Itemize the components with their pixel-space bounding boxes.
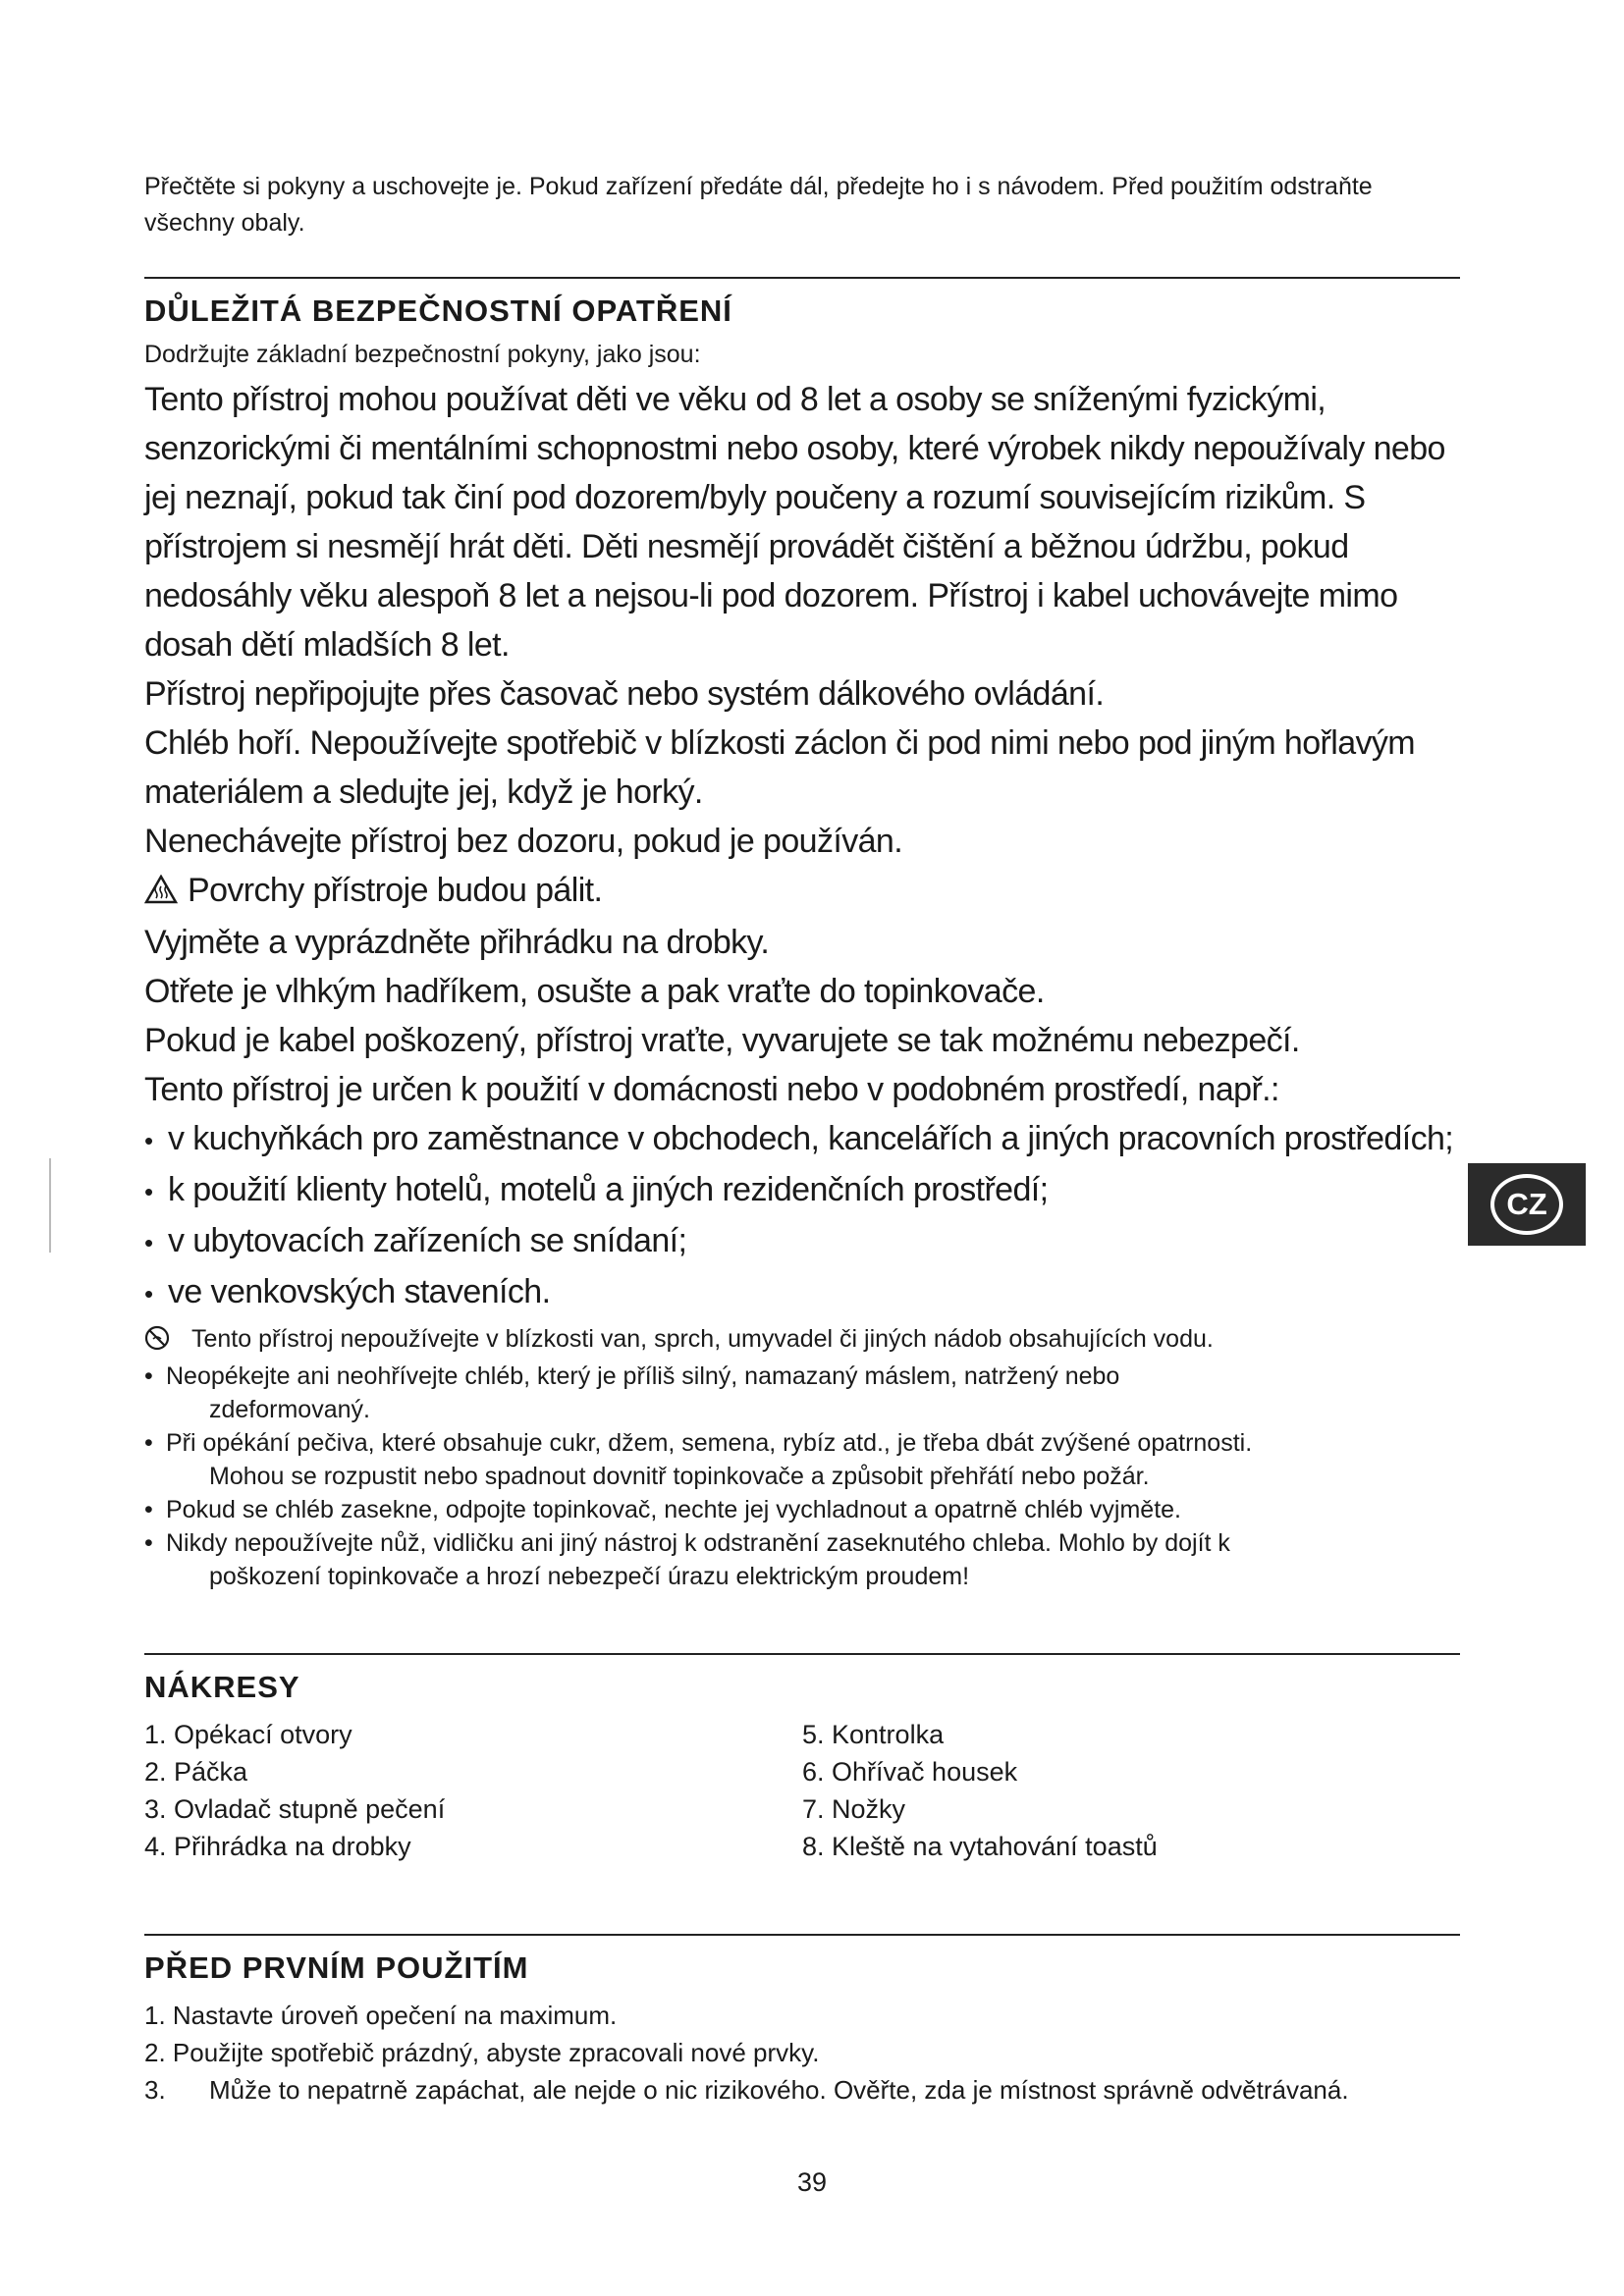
safety-paragraph: Vyjměte a vyprázdněte přihrádku na drobky. <box>144 924 770 961</box>
hot-surface-icon <box>144 869 178 918</box>
no-water-icon <box>144 1325 191 1360</box>
safety-paragraph: Přístroj nepřipojujte přes časovač nebo systém dálkového ovládání. <box>144 675 1105 713</box>
language-badge <box>1468 1163 1586 1246</box>
intro-text: Přečtěte si pokyny a uschovejte je. Pokud zařízení předáte dál, předejte ho i s návodem. Před použitím odstraňte všechny obaly. <box>144 173 1373 237</box>
small-bullet: • Neopékejte ani neohřívejte chléb, který je příliš silný, namazaný máslem, natržený nebo <box>144 1362 1120 1390</box>
safety-paragraph: Nenechávejte přístroj bez dozoru, pokud je používán. <box>144 823 903 860</box>
drawings-section <box>144 1653 1460 1865</box>
water-warning-text: Tento přístroj nepoužívejte v blízkosti van, sprch, umyvadel či jiných nádob obsahujících vodu. <box>191 1325 1214 1353</box>
parts-column-right <box>802 1716 1460 1865</box>
safety-paragraph: Chléb hoří. Nepoužívejte spotřebič v blízkosti záclon či pod nimi nebo pod jiným hořlavým materiálem a sledujte jej, když je horký. <box>144 724 1416 811</box>
first-use-section <box>144 1934 1460 2109</box>
small-bullet: • Nikdy nepoužívejte nůž, vidličku ani jiný nástroj k odstranění zaseknutého chleba. Mohlo by dojít k <box>144 1529 1230 1557</box>
margin-mark <box>49 1158 51 1253</box>
usage-bullet: • v ubytovacích zařízeních se snídaní; <box>144 1222 687 1259</box>
parts-column-left <box>144 1716 802 1865</box>
water-warning <box>144 1322 1460 1360</box>
safety-paragraph: Otřete je vlhkým hadříkem, osušte a pak vraťte do topinkovače. <box>144 973 1045 1010</box>
parts-list <box>144 1716 1460 1865</box>
section-heading: PŘED PRVNÍM POUŽITÍM <box>144 1950 529 1985</box>
section-heading: NÁKRESY <box>144 1670 300 1704</box>
safety-paragraph: Tento přístroj mohou používat děti ve věku od 8 let a osoby se sníženými fyzickými, senzorickými či mentálními schopnostmi nebo osoby, které výrobek nikdy nepoužívaly nebo jej neznají, pokud tak činí pod dozorem/byly poučeny a rozumí souvisejícím rizikům. S přístrojem si nesmějí hrát děti. Děti nesmějí provádět čištění a běžnou údržbu, pokud nedosáhly věku alespoň 8 let a nejsou-li pod dozorem. Přístroj i kabel uchovávejte mimo dosah dětí mladších 8 let. <box>144 381 1445 664</box>
hot-surface-text: Povrchy přístroje budou pálit. <box>188 872 603 909</box>
part-item: 3. Ovladač stupně pečení <box>144 1794 446 1824</box>
hot-surface-warning <box>144 866 1460 918</box>
small-bullet-continuation: poškození topinkovače a hrozí nebezpečí úrazu elektrickým proudem! <box>209 1563 970 1590</box>
section-heading: DŮLEŽITÁ BEZPEČNOSTNÍ OPATŘENÍ <box>144 294 732 328</box>
part-item: 7. Nožky <box>802 1794 906 1824</box>
language-badge-label: CZ <box>1490 1174 1563 1235</box>
small-bullet-continuation: zdeformovaný. <box>209 1396 370 1423</box>
safety-body <box>144 375 1460 1318</box>
usage-bullet: • v kuchyňkách pro zaměstnance v obchodech, kancelářích a jiných pracovních prostředích; <box>144 1120 1454 1157</box>
usage-bullet: • k použití klienty hotelů, motelů a jiných rezidenčních prostředí; <box>144 1171 1049 1208</box>
first-use-steps <box>144 1997 1460 2109</box>
safety-small-notes <box>144 1322 1460 1593</box>
small-bullet-continuation: Mohou se rozpustit nebo spadnout dovnitř topinkovače a způsobit přehřátí nebo požár. <box>209 1463 1150 1490</box>
section-rule <box>144 1934 1460 1936</box>
part-item: 4. Přihrádka na drobky <box>144 1832 411 1861</box>
page-number: 39 <box>796 2167 828 2197</box>
safety-section <box>144 277 1460 1593</box>
step-item: 1. Nastavte úroveň opečení na maximum. <box>144 2001 618 2030</box>
section-rule <box>144 1653 1460 1655</box>
safety-paragraph: Tento přístroj je určen k použití v domácnosti nebo v podobném prostředí, např.: <box>144 1071 1279 1108</box>
small-bullet: • Pokud se chléb zasekne, odpojte topinkovač, nechte jej vychladnout a opatrně chléb vyjměte. <box>144 1496 1181 1523</box>
part-item: 8. Kleště na vytahování toastů <box>802 1832 1158 1861</box>
part-item: 2. Páčka <box>144 1757 248 1787</box>
part-item: 5. Kontrolka <box>802 1720 945 1749</box>
section-subheading: Dodržujte základní bezpečnostní pokyny, jako jsou: <box>144 341 701 368</box>
part-item: 1. Opékací otvory <box>144 1720 352 1749</box>
step-item: 3. Může to nepatrně zapáchat, ale nejde o nic rizikového. Ověřte, zda je místnost správně odvětrávaná. <box>144 2075 1349 2105</box>
section-rule <box>144 277 1460 279</box>
part-item: 6. Ohřívač housek <box>802 1757 1018 1787</box>
step-item: 2. Použijte spotřebič prázdný, abyste zpracovali nové prvky. <box>144 2038 820 2067</box>
small-bullet: • Při opékání pečiva, které obsahuje cukr, džem, semena, rybíz atd., je třeba dbát zvýšené opatrnosti. <box>144 1429 1253 1457</box>
usage-bullet: • ve venkovských staveních. <box>144 1273 551 1310</box>
safety-paragraph: Pokud je kabel poškozený, přístroj vraťte, vyvarujete se tak možnému nebezpečí. <box>144 1022 1300 1059</box>
